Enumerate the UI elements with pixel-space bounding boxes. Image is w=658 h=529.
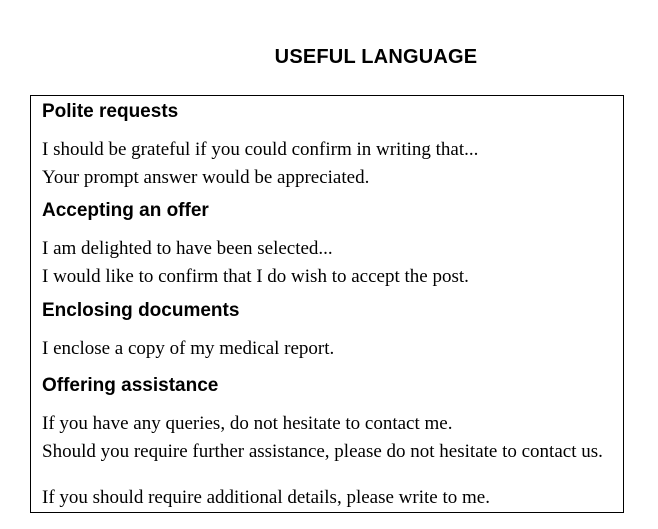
phrase-box bbox=[30, 95, 624, 513]
phrase-item: I would like to confirm that I do wish to accept the post. bbox=[42, 266, 469, 287]
phrase-item: I enclose a copy of my medical report. bbox=[42, 338, 335, 359]
phrase-item: I am delighted to have been selected... bbox=[42, 238, 333, 259]
phrase-item: If you have any queries, do not hesitate to contact me. bbox=[42, 413, 453, 434]
phrase-item: Should you require further assistance, please do not hesitate to contact us. bbox=[42, 441, 603, 462]
section-heading-offering-assistance: Offering assistance bbox=[42, 375, 219, 396]
phrase-item: Your prompt answer would be appreciated. bbox=[42, 167, 370, 188]
phrase-item: If you should require additional details, please write to me. bbox=[42, 487, 490, 508]
section-heading-accepting-an-offer: Accepting an offer bbox=[42, 200, 209, 221]
section-heading-polite-requests: Polite requests bbox=[42, 101, 179, 122]
page-title: USEFUL LANGUAGE bbox=[274, 46, 478, 68]
phrase-item: I should be grateful if you could confirm in writing that... bbox=[42, 139, 479, 160]
section-heading-enclosing-documents: Enclosing documents bbox=[42, 300, 240, 321]
